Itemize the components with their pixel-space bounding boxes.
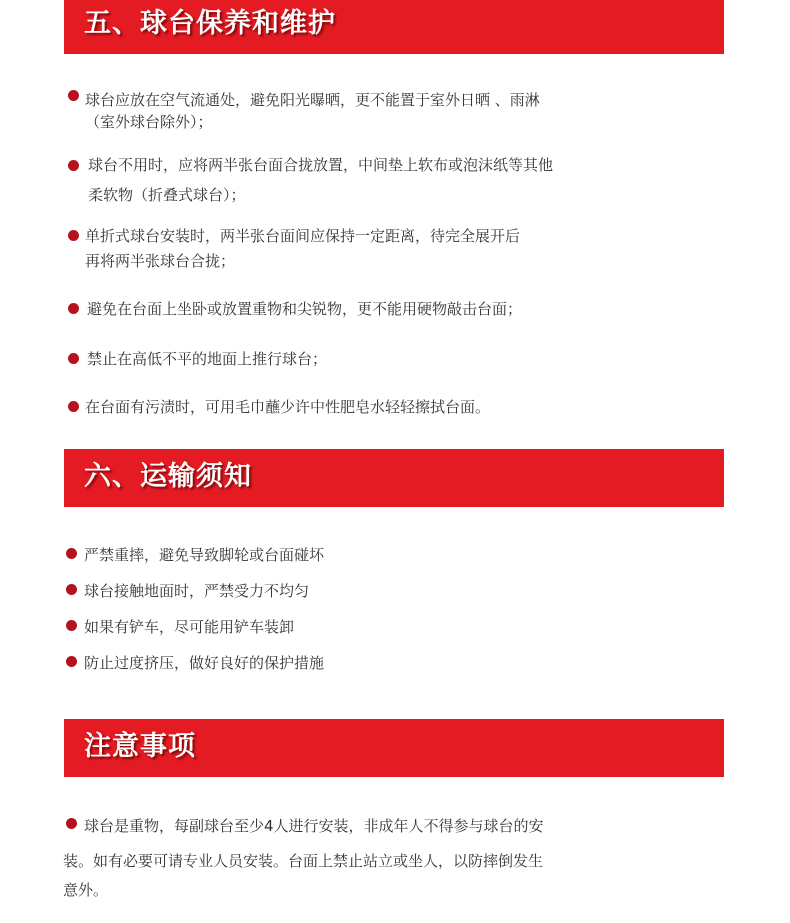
section-title: 五、球台保养和维护 [84,8,336,39]
bullet-dot [68,303,79,314]
list-item-text: 装。如有必要可请专业人员安装。台面上禁止站立或坐人，以防摔倒发生 [63,852,544,870]
bullet-dot [66,620,77,631]
section-title: 注意事项 [84,731,196,762]
bullet-dot [66,656,77,667]
list-item-text: （室外球台除外）； [85,113,213,131]
list-item-text: 柔软物（折叠式球台）； [88,186,246,204]
section-banner-transport [64,449,724,507]
bullet-dot [68,230,79,241]
section-banner-maintenance [64,0,724,54]
list-item-text: 单折式球台安装时，两半张台面间应保持一定距离，待完全展开后 [85,227,521,245]
list-item-text: 禁止在高低不平的地面上推行球台； [87,350,328,368]
list-item-text: 严禁重摔，避免导致脚轮或台面碰坏 [84,546,325,564]
list-item-text: 避免在台面上坐卧或放置重物和尖锐物，更不能用硬物敲击台面； [87,300,523,318]
bullet-dot [68,90,79,101]
section-banner-notes [64,719,724,777]
list-item-text: 球台是重物，每副球台至少4人进行安装，非成年人不得参与球台的安 [84,817,544,835]
list-item-text: 防止过度挤压，做好良好的保护措施 [84,654,325,672]
list-item-text: 如果有铲车，尽可能用铲车装卸 [84,618,295,636]
bullet-dot [66,548,77,559]
bullet-dot [66,584,77,595]
bullet-dot [68,160,79,171]
list-item-text: 再将两半张球台合拢； [85,252,236,270]
list-item-text: 球台不用时，应将两半张台面合拢放置，中间垫上软布或泡沫纸等其他 [88,156,554,174]
section-title: 六、运输须知 [84,461,252,492]
bullet-dot [68,401,79,412]
bullet-dot [68,353,79,364]
list-item-text: 意外。 [63,881,109,899]
list-item-text: 球台接触地面时，严禁受力不均匀 [84,582,310,600]
list-item-text: 在台面有污渍时，可用毛巾蘸少许中性肥皂水轻轻擦拭台面。 [85,398,491,416]
bullet-dot [66,818,77,829]
list-item-text: 球台应放在空气流通处，避免阳光曝晒，更不能置于室外日晒 、雨淋 [85,91,540,109]
